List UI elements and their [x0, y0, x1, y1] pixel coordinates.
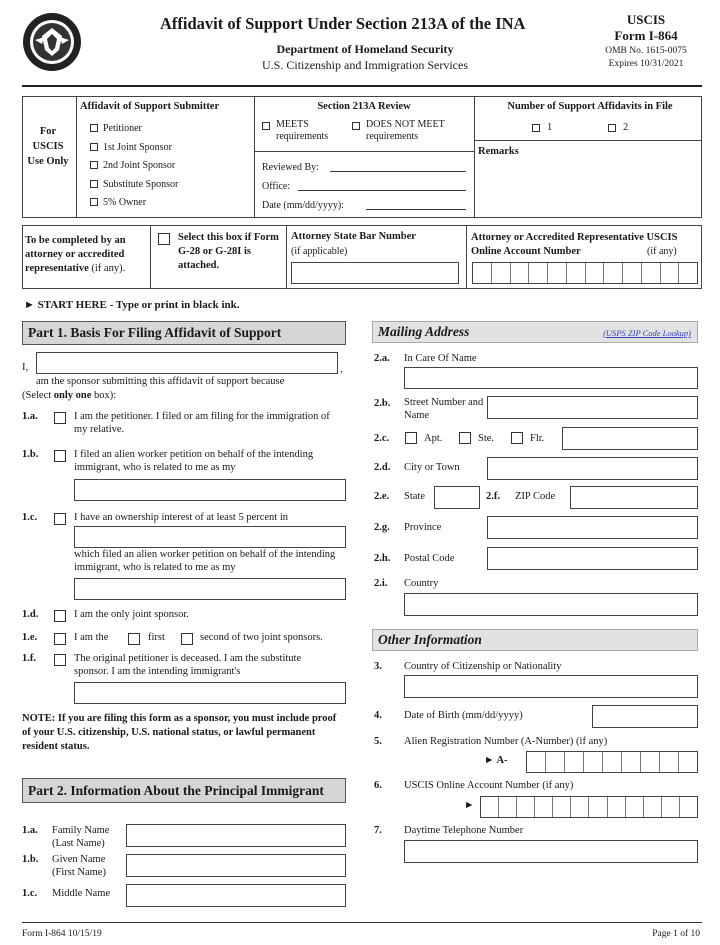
expiration-date: Expires 10/31/2021: [608, 59, 684, 69]
province-label: Province: [404, 522, 442, 533]
select-one-instruction: (Select only one box):: [22, 390, 117, 401]
country-label: Country: [404, 578, 439, 589]
item-number: 2.e.: [374, 491, 390, 502]
footer-rule: [22, 922, 702, 923]
item-number: 5.: [374, 736, 382, 747]
given-name-input[interactable]: [126, 854, 346, 877]
office-label: Office:: [262, 181, 291, 192]
petitioner-checkbox[interactable]: [54, 412, 66, 424]
ownership-checkbox[interactable]: [54, 513, 66, 525]
dhs-seal-icon: [22, 12, 82, 72]
for-uscis-use-only: For USCIS Use Only: [27, 126, 69, 167]
item-number: 1.f.: [22, 653, 36, 664]
ste-label: Ste.: [478, 433, 495, 444]
telephone-label: Daytime Telephone Number: [404, 825, 524, 836]
uscis-account-label: USCIS Online Account Number (if any): [404, 780, 574, 791]
submitter-option[interactable]: 1st Joint Sponsor: [90, 139, 178, 158]
divider: [466, 225, 467, 289]
divider: [286, 225, 287, 289]
checkbox[interactable]: [90, 143, 98, 151]
remarks-label: Remarks: [478, 146, 519, 157]
substitute-sponsor-checkbox[interactable]: [54, 654, 66, 666]
account-sub: (if any): [647, 246, 677, 257]
meets-checkbox[interactable]: [262, 122, 270, 130]
checkbox[interactable]: [90, 124, 98, 132]
alien-worker-checkbox[interactable]: [54, 450, 66, 462]
given-name-label: Given Name (First Name): [52, 854, 106, 878]
city-label: City or Town: [404, 462, 460, 473]
province-input[interactable]: [487, 516, 698, 539]
page-number: Page 1 of 10: [652, 929, 700, 939]
submitter-option[interactable]: 5% Owner: [90, 194, 178, 213]
item-number: 1.c.: [22, 888, 38, 899]
postal-code-label: Postal Code: [404, 553, 455, 564]
family-name-label: Family Name (Last Name): [52, 825, 110, 849]
state-label: State: [404, 491, 425, 502]
a-number-input[interactable]: [526, 751, 698, 773]
item-number: 2.b.: [374, 398, 391, 409]
first-sponsor-checkbox[interactable]: [128, 633, 140, 645]
footer-form-edition: Form I-864 10/15/19: [22, 929, 102, 939]
relationship-input[interactable]: [74, 479, 346, 501]
bar-number-input[interactable]: [291, 262, 459, 284]
date-label: Date (mm/dd/yyyy):: [262, 200, 344, 211]
mailing-address-header: Mailing Address (USPS ZIP Code Lookup): [372, 321, 698, 343]
not-meet-label: DOES NOT MEET requirements: [366, 119, 445, 142]
city-input[interactable]: [487, 457, 698, 480]
checkbox[interactable]: [90, 161, 98, 169]
form-title: Affidavit of Support Under Section 213A of the INA: [160, 14, 526, 33]
street-label: Street Number and Name: [404, 397, 484, 421]
middle-name-label: Middle Name: [52, 888, 111, 899]
item-number: 2.a.: [374, 353, 390, 364]
relationship-input[interactable]: [74, 682, 346, 704]
item-number: 1.e.: [22, 632, 38, 643]
review-rule: [254, 151, 474, 152]
item-number: 1.a.: [22, 411, 38, 422]
reviewed-by-label: Reviewed By:: [262, 162, 319, 173]
divider: [150, 225, 151, 289]
item-number: 2.i.: [374, 578, 388, 589]
bar-number-sub: (if applicable): [291, 246, 348, 257]
country-input[interactable]: [404, 593, 698, 616]
not-meet-checkbox[interactable]: [352, 122, 360, 130]
zip-label: ZIP Code: [515, 491, 556, 502]
header-rule: [22, 85, 702, 87]
zip-code-lookup-link[interactable]: (USPS ZIP Code Lookup): [603, 328, 691, 338]
item-number: 1.a.: [22, 825, 38, 836]
a-number-label: Alien Registration Number (A-Number) (if any): [404, 736, 608, 747]
agency-name: U.S. Citizenship and Immigration Services: [262, 58, 468, 72]
checkbox[interactable]: [90, 180, 98, 188]
second-sponsor-checkbox[interactable]: [181, 633, 193, 645]
submitter-option[interactable]: Petitioner: [90, 120, 178, 139]
option-text: I have an ownership interest of at least 5 percent in: [74, 512, 289, 523]
item-number: 2.d.: [374, 462, 391, 473]
family-name-input[interactable]: [126, 824, 346, 847]
omb-number: OMB No. 1615-0075: [605, 46, 687, 56]
remarks-rule: [474, 140, 702, 141]
attorney-instruction: To be completed by an attorney or accredited representative (if any).: [25, 235, 126, 274]
apt-label: Apt.: [424, 433, 443, 444]
option-text-continued: which filed an alien worker petition on behalf of the intending immigrant, who is related to me as my: [74, 549, 336, 573]
citizenship-label: Country of Citizenship or Nationality: [404, 661, 562, 672]
entity-name-input[interactable]: [74, 526, 346, 548]
item-number: 2.c.: [374, 433, 390, 444]
option-text: I am the: [74, 632, 109, 643]
g28-label: Select this box if Form G-28 or G-28I is attached.: [178, 232, 279, 271]
part2-header: Part 2. Information About the Principal Immigrant: [22, 778, 346, 803]
sponsor-name-input[interactable]: [36, 352, 338, 374]
flr-label: Flr.: [530, 433, 545, 444]
account-title: Attorney or Accredited Representative USCIS Online Account Number: [471, 232, 678, 257]
in-care-of-input[interactable]: [404, 367, 698, 389]
joint-sponsor-order-checkbox[interactable]: [54, 633, 66, 645]
date-line[interactable]: [366, 209, 466, 210]
dob-label: Date of Birth (mm/dd/yyyy): [404, 710, 523, 721]
item-number: 3.: [374, 661, 382, 672]
num-2-label: 2: [623, 122, 629, 133]
divider: [76, 96, 77, 218]
submitter-option[interactable]: Substitute Sponsor: [90, 176, 178, 195]
sponsor-text: am the sponsor submitting this affidavit of support because: [36, 376, 285, 387]
i-label: I,: [22, 362, 29, 373]
apt-checkbox[interactable]: [405, 432, 417, 444]
first-label: first: [148, 632, 165, 643]
note: NOTE: If you are filing this form as a sponsor, you must include proof of your U.S. citizenship, U.S. national status, or lawful permanent resident status.: [22, 713, 337, 752]
second-label: second of two joint sponsors.: [200, 632, 323, 643]
arrow-icon: ►: [464, 800, 475, 811]
joint-sponsor-checkbox[interactable]: [54, 610, 66, 622]
item-number: 7.: [374, 825, 382, 836]
submitter-title: Affidavit of Support Submitter: [80, 101, 220, 112]
telephone-input[interactable]: [404, 840, 698, 863]
citizenship-input[interactable]: [404, 675, 698, 698]
bar-number-title: Attorney State Bar Number: [291, 231, 416, 242]
review-title: Section 213A Review: [317, 101, 411, 112]
option-text: I am the petitioner. I filed or am filing for the immigration of my relative.: [74, 411, 330, 435]
item-number: 1.b.: [22, 449, 39, 460]
num-1-checkbox[interactable]: [532, 124, 540, 132]
item-number: 2.h.: [374, 553, 391, 564]
item-number: 1.b.: [22, 854, 39, 865]
divider: [254, 96, 255, 218]
submitter-options: [90, 120, 178, 213]
num-affidavits-title: Number of Support Affidavits in File: [507, 101, 673, 112]
meets-label: MEETS requirements: [276, 119, 329, 142]
submitter-option[interactable]: 2nd Joint Sponsor: [90, 157, 178, 176]
start-here: ► START HERE - Type or print in black ink.: [24, 299, 240, 311]
postal-code-input[interactable]: [487, 547, 698, 570]
relationship-input[interactable]: [74, 578, 346, 600]
item-number: 2.f.: [486, 491, 500, 502]
zip-input[interactable]: [570, 486, 698, 509]
form-number: Form I-864: [614, 28, 678, 43]
g28-checkbox[interactable]: [158, 233, 170, 245]
in-care-of-label: In Care Of Name: [404, 353, 477, 364]
dob-input[interactable]: [592, 705, 698, 728]
item-number: 4.: [374, 710, 382, 721]
uscis-account-input[interactable]: [480, 796, 698, 818]
item-number: 1.d.: [22, 609, 39, 620]
part1-header: Part 1. Basis For Filing Affidavit of Support: [22, 321, 346, 345]
state-input[interactable]: [434, 486, 480, 509]
street-input[interactable]: [487, 396, 698, 419]
item-number: 6.: [374, 780, 382, 791]
unit-number-input[interactable]: [562, 427, 698, 450]
reviewed-by-line[interactable]: [330, 171, 466, 172]
option-text: I filed an alien worker petition on behalf of the intending immigrant, who is related to me as my: [74, 449, 314, 473]
a-number-prefix: ► A-: [484, 755, 508, 766]
ste-checkbox[interactable]: [459, 432, 471, 444]
flr-checkbox[interactable]: [511, 432, 523, 444]
option-text: I am the only joint sponsor.: [74, 609, 189, 620]
uscis-label: USCIS: [626, 12, 666, 27]
divider: [474, 96, 475, 218]
middle-name-input[interactable]: [126, 884, 346, 907]
num-1-label: 1: [547, 122, 553, 133]
dept-name: Department of Homeland Security: [276, 42, 454, 56]
item-number: 1.c.: [22, 512, 38, 523]
account-number-input[interactable]: [472, 262, 698, 284]
office-line[interactable]: [298, 190, 466, 191]
num-2-checkbox[interactable]: [608, 124, 616, 132]
comma: ,: [340, 364, 343, 375]
item-number: 2.g.: [374, 522, 390, 533]
other-information-header: Other Information: [372, 629, 698, 651]
checkbox[interactable]: [90, 198, 98, 206]
option-text: The original petitioner is deceased. I am the substitute sponsor. I am the intending immigrant's: [74, 653, 302, 677]
